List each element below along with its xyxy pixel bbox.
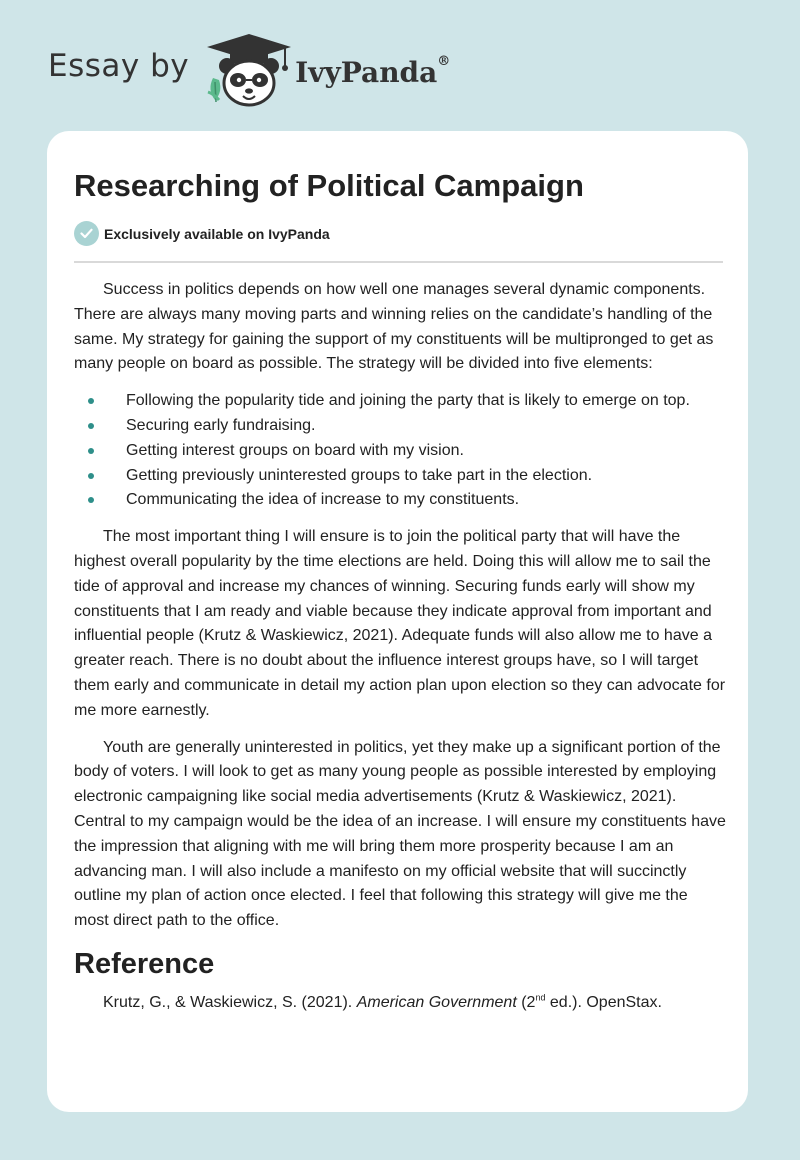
badge-label: Exclusively available on IvyPanda	[104, 225, 330, 242]
check-icon	[74, 221, 99, 246]
bullet-icon	[88, 448, 94, 454]
bullet-icon	[88, 473, 94, 479]
bullet-icon	[88, 423, 94, 429]
registered-mark: ®	[437, 53, 451, 69]
list-item: Communicating the idea of increase to my constituents.	[74, 488, 726, 513]
essay-by-label: Essay by	[48, 48, 190, 84]
site-header	[48, 30, 450, 110]
paragraph: The most important thing I will ensure is to join the political party that will have the highest overall popularity by the time elections are held. Doing this will allow me to sail the tide of approval and increase my chances of winning. Securing funds early will show my constituents that I am ready and viable because they indicate approval from important and influential people (Krutz & Waskiewicz, 2021). Adequate funds will also allow me to have a greater reach. There is no doubt about the influence interest groups have, so I will target them early and communicate in detail my action plan upon election so they can advocate for me more earnestly.	[74, 528, 726, 719]
bullet-icon	[88, 398, 94, 404]
panda-logo-icon[interactable]	[205, 30, 293, 110]
reference-heading: Reference	[74, 947, 215, 980]
divider	[74, 261, 723, 263]
strategy-list	[74, 389, 726, 513]
paragraph: Youth are generally uninterested in politics, yet they make up a significant portion of the body of voters. I will look to get as many young people as possible interested by employing electronic campaigning like social media advertisements (Krutz & Waskiewicz, 2021). Central to my campaign would be the idea of an increase. I will ensure my constituents have the impression that aligning with me will bring them more prosperity because I am an advancing man. I will also include a manifesto on my official website that will succinctly outline my plan of action once elected. I feel that following this strategy will give me the most direct path to the office.	[74, 738, 726, 930]
list-item: Securing early fundraising.	[74, 414, 726, 439]
list-item: Getting previously uninterested groups to take part in the election.	[74, 464, 726, 489]
list-item: Getting interest groups on board with my vision.	[74, 439, 726, 464]
essay-card	[47, 131, 748, 1112]
bullet-icon	[88, 497, 94, 503]
reference-entry: Krutz, G., & Waskiewicz, S. (2021). American Government (2nd ed.). OpenStax.	[103, 992, 662, 1011]
paragraph: Success in politics depends on how well one manages several dynamic components. There are always many moving parts and winning relies on the candidate’s handling of the same. My strategy for gaining the support of my constituents will be multipronged to get as many people on board as possible. The strategy will be divided into five elements:	[74, 281, 714, 373]
availability-badge	[74, 221, 330, 246]
book-title: American Government	[356, 993, 517, 1011]
list-item: Following the popularity tide and joining the party that is likely to emerge on top.	[74, 389, 726, 414]
page-title: Researching of Political Campaign	[74, 168, 584, 203]
brand-name[interactable]: IvyPanda®	[295, 53, 451, 89]
essay-body	[74, 278, 726, 1028]
